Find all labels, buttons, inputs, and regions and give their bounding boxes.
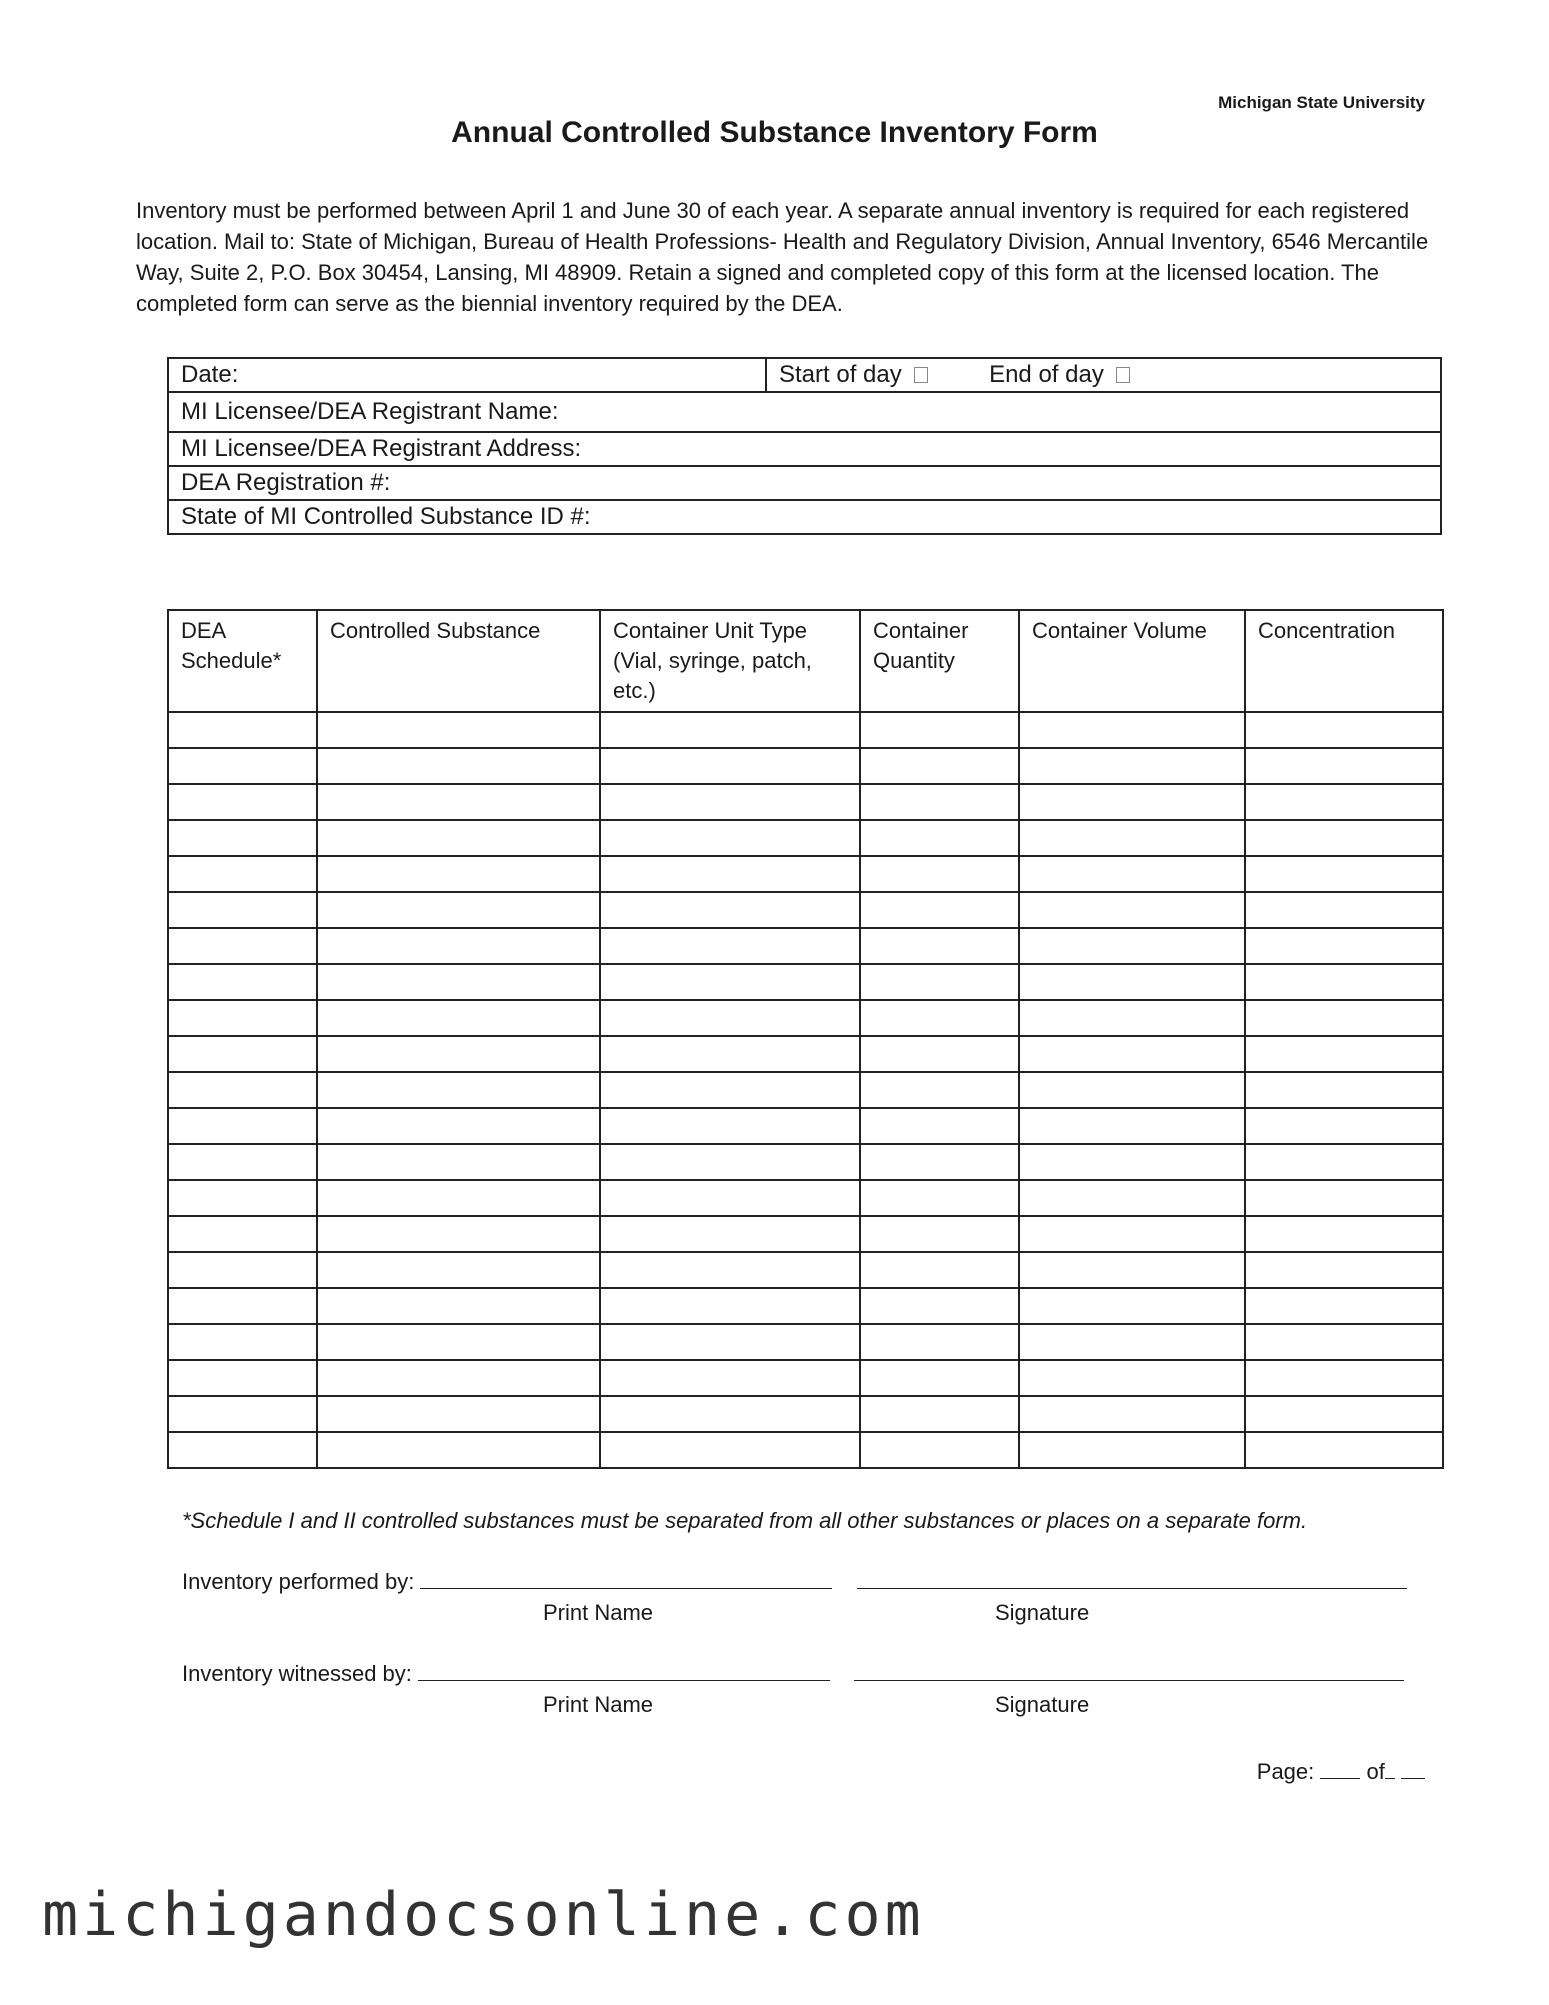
table-cell[interactable] (168, 1216, 317, 1252)
table-cell[interactable] (860, 1360, 1019, 1396)
table-cell[interactable] (600, 1360, 860, 1396)
table-row (168, 1288, 1443, 1324)
table-cell[interactable] (317, 712, 600, 748)
table-cell[interactable] (168, 1432, 317, 1468)
performed-signature-caption: Signature (995, 1600, 1090, 1625)
table-row (168, 892, 1443, 928)
table-cell[interactable] (600, 820, 860, 856)
table-cell[interactable] (1245, 1432, 1443, 1468)
table-cell[interactable] (317, 820, 600, 856)
table-cell[interactable] (168, 928, 317, 964)
table-cell[interactable] (600, 1108, 860, 1144)
registrant-name-field[interactable] (168, 392, 1441, 432)
table-row (168, 1072, 1443, 1108)
inventory-table (167, 609, 1444, 1469)
table-cell[interactable] (1019, 1108, 1245, 1144)
table-cell[interactable] (1019, 1396, 1245, 1432)
table-cell[interactable] (1245, 1000, 1443, 1036)
registrant-name-label: MI Licensee/DEA Registrant Name: (181, 398, 559, 425)
registrant-address-label: MI Licensee/DEA Registrant Address: (181, 435, 582, 462)
table-cell[interactable] (600, 1288, 860, 1324)
table-cell[interactable] (860, 1072, 1019, 1108)
table-cell[interactable] (1019, 964, 1245, 1000)
table-row (168, 748, 1443, 784)
page-total-field-a[interactable] (1385, 1760, 1395, 1779)
state-id-label: State of MI Controlled Substance ID #: (181, 503, 591, 530)
table-cell[interactable] (168, 1360, 317, 1396)
table-cell[interactable] (1245, 712, 1443, 748)
table-cell[interactable] (1245, 1108, 1443, 1144)
table-cell[interactable] (1245, 1288, 1443, 1324)
table-row (168, 1036, 1443, 1072)
table-row (168, 784, 1443, 820)
table-cell[interactable] (600, 1216, 860, 1252)
table-cell[interactable] (317, 1072, 600, 1108)
table-cell[interactable] (1019, 1000, 1245, 1036)
table-cell[interactable] (168, 1396, 317, 1432)
table-cell[interactable] (1245, 820, 1443, 856)
table-cell[interactable] (1245, 1072, 1443, 1108)
table-cell[interactable] (1245, 748, 1443, 784)
table-cell[interactable] (317, 928, 600, 964)
dea-registration-label: DEA Registration #: (181, 469, 391, 496)
form-title: Annual Controlled Substance Inventory Form (451, 116, 1098, 149)
table-cell[interactable] (860, 1396, 1019, 1432)
table-cell[interactable] (168, 1000, 317, 1036)
table-cell[interactable] (1245, 1252, 1443, 1288)
table-row (168, 712, 1443, 748)
page-of-label: of (1366, 1759, 1385, 1784)
table-cell[interactable] (600, 856, 860, 892)
witnessed-by-signature-field[interactable] (854, 1662, 1404, 1681)
table-cell[interactable] (1019, 928, 1245, 964)
table-cell[interactable] (317, 748, 600, 784)
table-cell[interactable] (860, 1216, 1019, 1252)
table-cell[interactable] (860, 964, 1019, 1000)
table-cell[interactable] (1019, 1036, 1245, 1072)
table-cell[interactable] (1019, 1144, 1245, 1180)
table-cell[interactable] (317, 1396, 600, 1432)
performed-by-print-name-field[interactable] (420, 1570, 832, 1589)
start-of-day-checkbox[interactable] (914, 367, 928, 383)
header-controlled-substance: Controlled Substance (317, 610, 600, 712)
table-row (168, 1360, 1443, 1396)
table-cell[interactable] (168, 964, 317, 1000)
table-cell[interactable] (1245, 1144, 1443, 1180)
table-cell[interactable] (168, 1252, 317, 1288)
performed-by-label: Inventory performed by: (182, 1569, 415, 1594)
table-cell[interactable] (860, 1324, 1019, 1360)
table-cell[interactable] (1019, 1360, 1245, 1396)
header-concentration: Concentration (1245, 610, 1443, 712)
table-cell[interactable] (317, 1288, 600, 1324)
table-row (168, 1108, 1443, 1144)
state-id-field[interactable] (168, 500, 1441, 534)
table-cell[interactable] (860, 748, 1019, 784)
performed-print-name-caption: Print Name (543, 1600, 654, 1625)
registrant-address-field[interactable] (168, 432, 1441, 466)
table-cell[interactable] (600, 784, 860, 820)
table-cell[interactable] (860, 1144, 1019, 1180)
table-row (168, 1252, 1443, 1288)
header-container-volume: Container Volume (1019, 610, 1245, 712)
table-cell[interactable] (860, 856, 1019, 892)
table-row (168, 1324, 1443, 1360)
table-cell[interactable] (1245, 1324, 1443, 1360)
table-cell[interactable] (317, 1144, 600, 1180)
header-dea-schedule: DEA Schedule* (168, 610, 317, 712)
table-cell[interactable] (317, 1324, 600, 1360)
table-row (168, 964, 1443, 1000)
table-cell[interactable] (317, 1360, 600, 1396)
table-row (168, 1180, 1443, 1216)
performed-by-signature-field[interactable] (857, 1570, 1407, 1589)
page-current-field[interactable] (1320, 1760, 1360, 1779)
table-cell[interactable] (317, 1252, 600, 1288)
time-of-day-cell (766, 358, 1441, 392)
table-cell[interactable] (168, 784, 317, 820)
table-cell[interactable] (860, 1432, 1019, 1468)
table-cell[interactable] (317, 892, 600, 928)
table-cell[interactable] (600, 1432, 860, 1468)
table-row (168, 1216, 1443, 1252)
table-cell[interactable] (317, 964, 600, 1000)
table-cell[interactable] (317, 784, 600, 820)
table-cell[interactable] (1019, 1324, 1245, 1360)
page-total-field-b[interactable] (1401, 1760, 1425, 1779)
table-cell[interactable] (1245, 928, 1443, 964)
table-row (168, 1396, 1443, 1432)
witnessed-print-name-caption: Print Name (543, 1692, 654, 1717)
table-cell[interactable] (168, 748, 317, 784)
table-cell[interactable] (168, 1180, 317, 1216)
table-cell[interactable] (1019, 1216, 1245, 1252)
table-cell[interactable] (1245, 1360, 1443, 1396)
table-cell[interactable] (860, 928, 1019, 964)
table-cell[interactable] (168, 1144, 317, 1180)
table-cell[interactable] (317, 1180, 600, 1216)
table-cell[interactable] (1245, 892, 1443, 928)
dea-registration-field[interactable] (168, 466, 1441, 500)
table-cell[interactable] (1019, 820, 1245, 856)
table-cell[interactable] (168, 1072, 317, 1108)
table-row (168, 820, 1443, 856)
table-cell[interactable] (1019, 892, 1245, 928)
table-cell[interactable] (600, 1144, 860, 1180)
table-cell[interactable] (860, 1252, 1019, 1288)
witnessed-by-print-name-field[interactable] (418, 1662, 830, 1681)
witnessed-signature-caption: Signature (995, 1692, 1090, 1717)
date-field[interactable] (168, 358, 766, 392)
table-row (168, 856, 1443, 892)
inventory-header-row (168, 610, 1443, 712)
table-row (168, 1000, 1443, 1036)
table-cell[interactable] (1245, 1180, 1443, 1216)
table-cell[interactable] (1019, 1288, 1245, 1324)
header-container-quantity: Container Quantity (860, 610, 1019, 712)
witnessed-by-line (182, 1661, 1404, 1687)
table-cell[interactable] (317, 1432, 600, 1468)
table-cell[interactable] (168, 1036, 317, 1072)
table-cell[interactable] (600, 928, 860, 964)
table-cell[interactable] (1019, 1072, 1245, 1108)
table-cell[interactable] (860, 892, 1019, 928)
intro-paragraph: Inventory must be performed between April 1 and June 30 of each year. A separate annual inventory is required for each registered location. Mail to: State of Michigan, Bureau of Health Professions- Health and Regulatory Division, Annual Inventory, 6546 Mercantile Way, Suite 2, P.O. Box 30454, Lansing, MI 48909. Retain a signed and completed copy of this form at the licensed location. The completed form can serve as the biennial inventory required by the DEA. (136, 198, 1429, 316)
table-cell[interactable] (317, 1000, 600, 1036)
table-cell[interactable] (1019, 1180, 1245, 1216)
table-cell[interactable] (1245, 1216, 1443, 1252)
table-cell[interactable] (317, 856, 600, 892)
schedule-footnote: *Schedule I and II controlled substances must be separated from all other substances or places on a separate form. (182, 1508, 1308, 1533)
table-row (168, 928, 1443, 964)
table-cell[interactable] (600, 1036, 860, 1072)
page-label: Page: (1256, 1759, 1315, 1784)
table-cell[interactable] (1245, 1396, 1443, 1432)
table-cell[interactable] (600, 1000, 860, 1036)
table-cell[interactable] (600, 712, 860, 748)
table-cell[interactable] (168, 1108, 317, 1144)
organization-name: Michigan State University (1218, 93, 1425, 112)
table-cell[interactable] (600, 1324, 860, 1360)
table-cell[interactable] (600, 748, 860, 784)
table-cell[interactable] (168, 1288, 317, 1324)
table-cell[interactable] (1019, 1432, 1245, 1468)
table-cell[interactable] (860, 1180, 1019, 1216)
end-of-day-checkbox[interactable] (1116, 367, 1130, 383)
table-cell[interactable] (168, 712, 317, 748)
table-cell[interactable] (317, 1216, 600, 1252)
table-cell[interactable] (860, 712, 1019, 748)
table-cell[interactable] (600, 1396, 860, 1432)
table-cell[interactable] (1245, 784, 1443, 820)
end-of-day-label: End of day (989, 361, 1104, 388)
table-cell[interactable] (1245, 1036, 1443, 1072)
table-cell[interactable] (317, 1036, 600, 1072)
table-cell[interactable] (168, 820, 317, 856)
table-cell[interactable] (1019, 748, 1245, 784)
witnessed-by-label: Inventory witnessed by: (182, 1661, 412, 1686)
table-cell[interactable] (600, 892, 860, 928)
table-cell[interactable] (860, 784, 1019, 820)
table-cell[interactable] (860, 1288, 1019, 1324)
table-cell[interactable] (1245, 964, 1443, 1000)
table-row (168, 1432, 1443, 1468)
table-cell[interactable] (1019, 1252, 1245, 1288)
table-cell[interactable] (317, 1108, 600, 1144)
table-cell[interactable] (860, 1000, 1019, 1036)
performed-by-line (182, 1569, 1407, 1595)
table-cell[interactable] (1019, 856, 1245, 892)
header-container-unit-type: Container Unit Type (Vial, syringe, patch, etc.) (600, 610, 860, 712)
table-cell[interactable] (168, 892, 317, 928)
table-cell[interactable] (1019, 712, 1245, 748)
table-cell[interactable] (168, 856, 317, 892)
site-watermark: michigandocsonline.com (42, 1880, 925, 1950)
table-cell[interactable] (600, 1252, 860, 1288)
table-cell[interactable] (600, 1180, 860, 1216)
date-label: Date: (181, 361, 239, 388)
table-cell[interactable] (860, 820, 1019, 856)
registrant-info-table (167, 357, 1442, 535)
table-cell[interactable] (860, 1108, 1019, 1144)
table-cell[interactable] (600, 964, 860, 1000)
table-cell[interactable] (168, 1324, 317, 1360)
page-number (1257, 1759, 1425, 1785)
start-of-day-label: Start of day (779, 361, 902, 388)
table-cell[interactable] (600, 1072, 860, 1108)
table-cell[interactable] (1245, 856, 1443, 892)
table-cell[interactable] (860, 1036, 1019, 1072)
table-cell[interactable] (1019, 784, 1245, 820)
table-row (168, 1144, 1443, 1180)
